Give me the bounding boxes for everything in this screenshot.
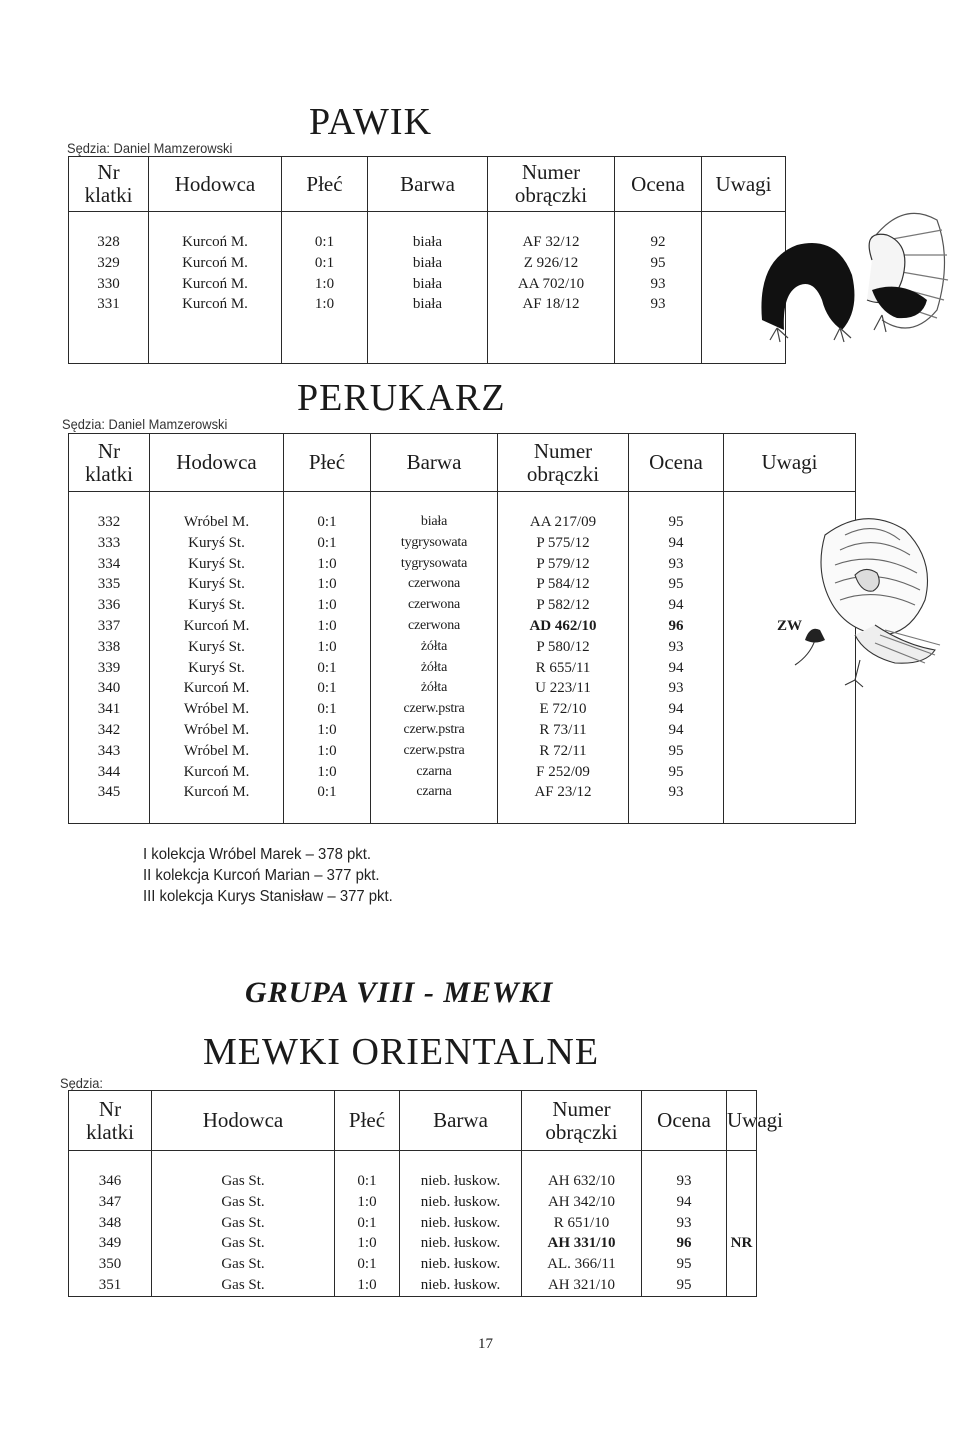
header-plec: Płeć [282, 157, 368, 212]
cell-numer-obraczki: AF 32/12 [488, 232, 615, 253]
table-bottom-padding [69, 315, 786, 364]
header-plec: Płeć [335, 1091, 400, 1151]
cell-plec: 0:1 [335, 1171, 400, 1192]
cell-barwa: nieb. łuskow. [400, 1213, 522, 1234]
cell-uwagi [724, 720, 856, 741]
cell-hodowca: Kuryś St. [150, 637, 284, 658]
table-row [69, 699, 856, 720]
cell-nr-klatki: 350 [69, 1254, 152, 1275]
pawik-title: PAWIK [309, 101, 433, 143]
cell-uwagi [727, 1254, 757, 1275]
cell-numer-obraczki: R 651/10 [522, 1213, 642, 1234]
cell-numer-obraczki: E 72/10 [498, 699, 629, 720]
cell-hodowca: Wróbel M. [150, 512, 284, 533]
cell-barwa: tygrysowata [371, 533, 498, 554]
cell-numer-obraczki: P 580/12 [498, 637, 629, 658]
header-ocena: Ocena [615, 157, 702, 212]
cell-numer-obraczki: AH 342/10 [522, 1192, 642, 1213]
header-hodowca: Hodowca [152, 1091, 335, 1151]
cell-numer-obraczki: R 655/11 [498, 658, 629, 679]
header-nr-klatki: Nr klatki [69, 1091, 152, 1151]
cell-barwa: biała [371, 512, 498, 533]
cell-ocena: 94 [629, 720, 724, 741]
table-row [69, 512, 856, 533]
cell-hodowca: Gas St. [152, 1275, 335, 1296]
cell-numer-obraczki: F 252/09 [498, 762, 629, 783]
cell-nr-klatki: 347 [69, 1192, 152, 1213]
cell-plec: 0:1 [282, 253, 368, 274]
jacobin-pigeon-illustration [785, 505, 955, 695]
cell-ocena: 93 [629, 782, 724, 803]
cell-ocena: 96 [629, 616, 724, 637]
empty-cell [149, 315, 282, 364]
table-row [69, 1171, 757, 1192]
cell-nr-klatki: 344 [69, 762, 150, 783]
cell-nr-klatki: 337 [69, 616, 150, 637]
summary-line: II kolekcja Kurcoń Marian – 377 pkt. [143, 867, 380, 884]
cell-uwagi [727, 1192, 757, 1213]
perukarz-table [68, 433, 856, 824]
cell-nr-klatki: 351 [69, 1275, 152, 1296]
cell-numer-obraczki: P 579/12 [498, 554, 629, 575]
cell-plec: 0:1 [335, 1213, 400, 1234]
cell-ocena: 95 [642, 1254, 727, 1275]
cell-hodowca: Gas St. [152, 1233, 335, 1254]
table-row [69, 1275, 757, 1296]
cell-plec: 1:0 [284, 595, 371, 616]
cell-barwa: nieb. łuskow. [400, 1275, 522, 1296]
cell-barwa: nieb. łuskow. [400, 1192, 522, 1213]
cell-ocena: 94 [642, 1192, 727, 1213]
cell-uwagi [727, 1275, 757, 1296]
mewki-table [68, 1090, 783, 1297]
cell-nr-klatki: 349 [69, 1233, 152, 1254]
table-row [69, 294, 786, 315]
cell-plec: 1:0 [335, 1275, 400, 1296]
cell-uwagi: NR [727, 1233, 757, 1254]
cell-uwagi [724, 782, 856, 803]
table-row [69, 741, 856, 762]
fantail-pigeon-illustration [752, 200, 952, 370]
header-uwagi: Uwagi [702, 157, 786, 212]
cell-plec: 1:0 [284, 720, 371, 741]
cell-hodowca: Kurcoń M. [150, 762, 284, 783]
cell-barwa: czerw.pstra [371, 741, 498, 762]
cell-ocena: 92 [615, 232, 702, 253]
cell-ocena: 94 [629, 699, 724, 720]
cell-ocena: 93 [642, 1171, 727, 1192]
table-bottom-padding [69, 803, 856, 824]
cell-hodowca: Kurcoń M. [149, 253, 282, 274]
table-row [69, 1233, 757, 1254]
cell-numer-obraczki: AH 321/10 [522, 1275, 642, 1296]
cell-plec: 1:0 [282, 294, 368, 315]
cell-ocena: 93 [615, 274, 702, 295]
summary-line: III kolekcja Kurys Stanisław – 377 pkt. [143, 888, 393, 905]
empty-cell [488, 315, 615, 364]
header-uwagi: Uwagi [724, 434, 856, 492]
table-row [69, 616, 856, 637]
cell-ocena: 95 [629, 762, 724, 783]
table-row [69, 554, 856, 575]
empty-cell [282, 315, 368, 364]
table-row [69, 658, 856, 679]
cell-plec: 1:0 [284, 574, 371, 595]
table-row [69, 1192, 757, 1213]
cell-hodowca: Kuryś St. [150, 574, 284, 595]
cell-plec: 1:0 [284, 762, 371, 783]
cell-nr-klatki: 341 [69, 699, 150, 720]
cell-barwa: czerwona [371, 574, 498, 595]
cell-ocena: 94 [629, 533, 724, 554]
cell-hodowca: Kurcoń M. [149, 274, 282, 295]
cell-ocena: 93 [629, 554, 724, 575]
cell-hodowca: Gas St. [152, 1254, 335, 1275]
cell-ocena: 95 [629, 574, 724, 595]
cell-hodowca: Kurcoń M. [150, 678, 284, 699]
cell-barwa: czerwona [371, 595, 498, 616]
header-numer-obraczki: Numer obrączki [498, 434, 629, 492]
cell-hodowca: Kurcoń M. [150, 616, 284, 637]
cell-plec: 0:1 [284, 658, 371, 679]
cell-barwa: czarna [371, 762, 498, 783]
cell-hodowca: Gas St. [152, 1192, 335, 1213]
cell-nr-klatki: 330 [69, 274, 149, 295]
empty-cell [69, 803, 150, 824]
summary-line: I kolekcja Wróbel Marek – 378 pkt. [143, 846, 371, 863]
pawik-judge: Sędzia: Daniel Mamzerowski [67, 140, 233, 156]
cell-barwa: nieb. łuskow. [400, 1171, 522, 1192]
cell-nr-klatki: 333 [69, 533, 150, 554]
cell-barwa: czarna [371, 782, 498, 803]
table-row [69, 533, 856, 554]
header-barwa: Barwa [400, 1091, 522, 1151]
cell-numer-obraczki: AA 217/09 [498, 512, 629, 533]
cell-plec: 0:1 [284, 533, 371, 554]
cell-numer-obraczki: Z 926/12 [488, 253, 615, 274]
cell-hodowca: Kurcoń M. [150, 782, 284, 803]
table-row [69, 253, 786, 274]
cell-nr-klatki: 332 [69, 512, 150, 533]
cell-uwagi [724, 741, 856, 762]
cell-ocena: 95 [642, 1275, 727, 1296]
cell-plec: 0:1 [335, 1254, 400, 1275]
cell-nr-klatki: 328 [69, 232, 149, 253]
mewki-title: MEWKI ORIENTALNE [203, 1031, 600, 1073]
cell-hodowca: Wróbel M. [150, 741, 284, 762]
cell-numer-obraczki: AF 23/12 [498, 782, 629, 803]
cell-numer-obraczki: AF 18/12 [488, 294, 615, 315]
header-ocena: Ocena [629, 434, 724, 492]
table-row [69, 762, 856, 783]
header-hodowca: Hodowca [150, 434, 284, 492]
cell-nr-klatki: 336 [69, 595, 150, 616]
cell-barwa: żółta [371, 658, 498, 679]
cell-numer-obraczki: U 223/11 [498, 678, 629, 699]
cell-barwa: tygrysowata [371, 554, 498, 575]
cell-numer-obraczki: P 582/12 [498, 595, 629, 616]
cell-barwa: nieb. łuskow. [400, 1233, 522, 1254]
empty-cell [150, 803, 284, 824]
cell-nr-klatki: 338 [69, 637, 150, 658]
cell-hodowca: Gas St. [152, 1213, 335, 1234]
table-row [69, 1254, 757, 1275]
cell-hodowca: Wróbel M. [150, 720, 284, 741]
table-row [69, 782, 856, 803]
cell-hodowca: Kurcoń M. [149, 232, 282, 253]
empty-cell [615, 315, 702, 364]
table-row [69, 274, 786, 295]
cell-numer-obraczki: AL. 366/11 [522, 1254, 642, 1275]
cell-uwagi [724, 699, 856, 720]
header-plec: Płeć [284, 434, 371, 492]
cell-ocena: 93 [629, 637, 724, 658]
cell-nr-klatki: 342 [69, 720, 150, 741]
table-row [69, 1213, 757, 1234]
table-row [69, 232, 786, 253]
header-numer-obraczki: Numer obrączki [488, 157, 615, 212]
cell-plec: 1:0 [284, 637, 371, 658]
cell-ocena: 95 [615, 253, 702, 274]
cell-plec: 0:1 [282, 232, 368, 253]
cell-numer-obraczki: AH 632/10 [522, 1171, 642, 1192]
cell-uwagi [727, 1213, 757, 1234]
cell-numer-obraczki: AD 462/10 [498, 616, 629, 637]
perukarz-rows [69, 492, 856, 824]
cell-ocena: 93 [629, 678, 724, 699]
table-row [69, 574, 856, 595]
cell-nr-klatki: 339 [69, 658, 150, 679]
cell-nr-klatki: 346 [69, 1171, 152, 1192]
cell-nr-klatki: 345 [69, 782, 150, 803]
cell-barwa: biała [368, 232, 488, 253]
perukarz-title: PERUKARZ [297, 377, 506, 419]
cell-nr-klatki: 340 [69, 678, 150, 699]
cell-ocena: 96 [642, 1233, 727, 1254]
table-row [69, 678, 856, 699]
group-heading: GRUPA VIII - MEWKI [245, 976, 554, 1009]
empty-cell [368, 315, 488, 364]
header-nr-klatki: Nr klatki [69, 157, 149, 212]
cell-barwa: biała [368, 294, 488, 315]
collection-summary [143, 844, 412, 907]
cell-hodowca: Gas St. [152, 1171, 335, 1192]
empty-cell [69, 315, 149, 364]
cell-numer-obraczki: R 72/11 [498, 741, 629, 762]
cell-uwagi [727, 1171, 757, 1192]
cell-ocena: 94 [629, 658, 724, 679]
cell-barwa: nieb. łuskow. [400, 1254, 522, 1275]
header-numer-obraczki: Numer obrączki [522, 1091, 642, 1151]
perukarz-judge: Sędzia: Daniel Mamzerowski [62, 416, 228, 432]
cell-numer-obraczki: AH 331/10 [522, 1233, 642, 1254]
empty-cell [371, 803, 498, 824]
cell-numer-obraczki: R 73/11 [498, 720, 629, 741]
header-ocena: Ocena [642, 1091, 727, 1151]
table-row [69, 637, 856, 658]
cell-plec: 1:0 [284, 616, 371, 637]
cell-barwa: żółta [371, 678, 498, 699]
pawik-rows [69, 212, 786, 364]
empty-cell [629, 803, 724, 824]
cell-numer-obraczki: P 584/12 [498, 574, 629, 595]
cell-ocena: 93 [615, 294, 702, 315]
cell-ocena: 95 [629, 741, 724, 762]
cell-plec: 1:0 [284, 554, 371, 575]
cell-nr-klatki: 329 [69, 253, 149, 274]
cell-barwa: biała [368, 253, 488, 274]
cell-ocena: 94 [629, 595, 724, 616]
cell-barwa: czerw.pstra [371, 699, 498, 720]
cell-hodowca: Wróbel M. [150, 699, 284, 720]
header-barwa: Barwa [371, 434, 498, 492]
header-nr-klatki: Nr klatki [69, 434, 150, 492]
cell-uwagi: ZW [724, 616, 856, 637]
cell-hodowca: Kuryś St. [150, 533, 284, 554]
cell-hodowca: Kuryś St. [150, 554, 284, 575]
cell-plec: 0:1 [284, 699, 371, 720]
cell-plec: 0:1 [284, 512, 371, 533]
header-hodowca: Hodowca [149, 157, 282, 212]
cell-plec: 1:0 [335, 1192, 400, 1213]
cell-barwa: czerw.pstra [371, 720, 498, 741]
cell-uwagi [724, 762, 856, 783]
cell-plec: 1:0 [335, 1233, 400, 1254]
cell-nr-klatki: 331 [69, 294, 149, 315]
cell-barwa: żółta [371, 637, 498, 658]
page-number: 17 [478, 1336, 493, 1352]
cell-nr-klatki: 343 [69, 741, 150, 762]
empty-cell [284, 803, 371, 824]
cell-plec: 0:1 [284, 782, 371, 803]
cell-plec: 1:0 [282, 274, 368, 295]
cell-plec: 1:0 [284, 741, 371, 762]
mewki-judge: Sędzia: [60, 1075, 103, 1091]
cell-plec: 0:1 [284, 678, 371, 699]
cell-hodowca: Kuryś St. [150, 595, 284, 616]
cell-nr-klatki: 348 [69, 1213, 152, 1234]
cell-nr-klatki: 334 [69, 554, 150, 575]
pawik-table [68, 156, 786, 364]
cell-hodowca: Kurcoń M. [149, 294, 282, 315]
cell-barwa: biała [368, 274, 488, 295]
table-row [69, 595, 856, 616]
cell-hodowca: Kuryś St. [150, 658, 284, 679]
header-uwagi: Uwagi [727, 1091, 757, 1151]
cell-numer-obraczki: AA 702/10 [488, 274, 615, 295]
cell-numer-obraczki: P 575/12 [498, 533, 629, 554]
empty-cell [724, 803, 856, 824]
empty-cell [498, 803, 629, 824]
cell-ocena: 93 [642, 1213, 727, 1234]
table-row [69, 720, 856, 741]
cell-barwa: czerwona [371, 616, 498, 637]
cell-nr-klatki: 335 [69, 574, 150, 595]
mewki-rows [69, 1151, 757, 1297]
header-barwa: Barwa [368, 157, 488, 212]
cell-ocena: 95 [629, 512, 724, 533]
